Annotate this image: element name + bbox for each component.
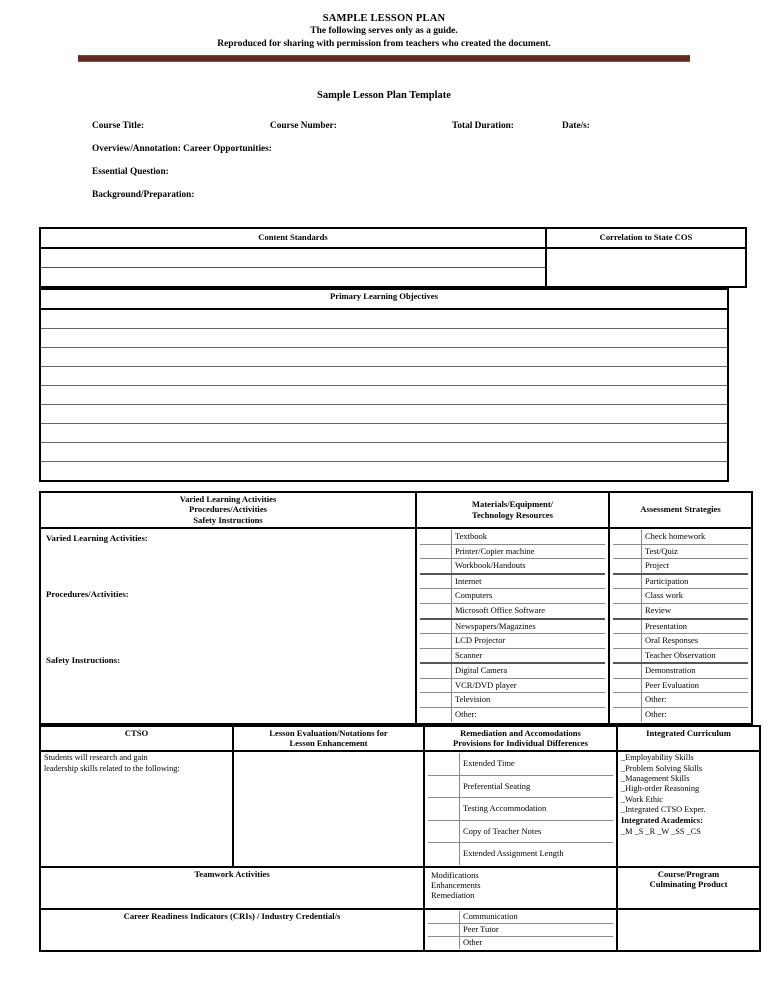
background-preparation-label: Background/Preparation:	[92, 189, 195, 200]
remediation-list-cell	[424, 751, 617, 867]
materials-label: Internet	[452, 574, 606, 589]
objective-entry[interactable]	[40, 385, 728, 404]
ctso-header: CTSO	[40, 726, 233, 751]
communication-checkbox[interactable]	[428, 911, 460, 924]
communication-checkbox[interactable]	[428, 936, 460, 949]
culminating-product-line1: Course/Program	[657, 868, 720, 879]
modifications-list-cell	[424, 867, 617, 909]
materials-label: Microsoft Office Software	[452, 603, 606, 618]
list-item[interactable]	[613, 634, 748, 649]
header-subtitle-1: The following serves only as a guide.	[310, 26, 458, 37]
materials-checkbox[interactable]	[420, 634, 452, 649]
materials-label: Television	[452, 693, 606, 708]
assessment-checkbox[interactable]	[613, 648, 642, 663]
lesson-evaluation-body[interactable]	[233, 751, 424, 867]
list-item[interactable]	[613, 678, 748, 693]
assessment-label: Demonstration	[642, 663, 749, 678]
communication-checkbox[interactable]	[428, 923, 460, 936]
table-body-row	[40, 909, 760, 951]
varied-activities-header-line2: Procedures/Activities	[189, 504, 267, 515]
lesson-evaluation-header-line1: Lesson Evaluation/Notations for	[269, 727, 388, 738]
list-item[interactable]	[420, 634, 605, 649]
primary-learning-objectives-table	[39, 288, 729, 482]
materials-header-line2: Technology Resources	[472, 509, 553, 520]
materials-label: Other:	[455, 709, 477, 720]
list-item[interactable]	[420, 663, 605, 678]
materials-label: Workbook/Handouts	[452, 559, 606, 574]
activities-writing-pane[interactable]	[40, 528, 416, 724]
list-item[interactable]	[420, 530, 605, 544]
list-item[interactable]	[613, 603, 748, 618]
list-item[interactable]	[428, 775, 613, 798]
table-header-row	[40, 228, 746, 248]
materials-label: Newspapers/Magazines	[452, 619, 606, 634]
integrated-curriculum-body[interactable]	[617, 751, 760, 867]
content-standards-entry-1[interactable]	[40, 248, 546, 268]
integrated-item[interactable]: _Work Ethic	[621, 794, 663, 804]
list-item[interactable]	[613, 619, 748, 634]
course-number-label: Course Number:	[270, 120, 337, 131]
assessment-checklist-cell	[609, 528, 752, 724]
table-row	[40, 347, 728, 366]
form-fields	[0, 121, 768, 213]
materials-checkbox[interactable]	[420, 648, 452, 663]
remediation-list	[428, 753, 613, 865]
communication-label: Peer Tutor	[460, 923, 614, 936]
assessment-checkbox[interactable]	[613, 589, 642, 604]
remediation-label: Extended Time	[460, 753, 614, 775]
materials-label: Textbook	[452, 530, 606, 544]
materials-checklist-cell	[416, 528, 609, 724]
list-item[interactable]	[613, 544, 748, 559]
table-header-row	[40, 726, 760, 751]
document-header	[0, 0, 768, 50]
communication-list	[428, 911, 613, 949]
materials-checkbox[interactable]	[420, 574, 452, 589]
assessment-checklist	[613, 530, 748, 722]
assessment-label: Other:	[645, 709, 667, 720]
activities-materials-assessment-table	[39, 491, 753, 725]
table-row	[40, 404, 728, 423]
assessment-checkbox[interactable]	[613, 574, 642, 589]
materials-checkbox[interactable]	[420, 530, 452, 544]
list-item[interactable]	[428, 936, 613, 949]
list-item[interactable]	[428, 753, 613, 775]
list-item[interactable]	[420, 693, 605, 708]
list-item[interactable]	[428, 798, 613, 821]
form-row-overview	[92, 144, 768, 167]
integrated-academics-label: Integrated Academics:	[621, 815, 703, 826]
remediation-checkbox[interactable]	[428, 775, 460, 798]
varied-learning-activities-label: Varied Learning Activities:	[46, 532, 148, 543]
table-row	[40, 366, 728, 385]
assessment-label: Class work	[642, 589, 749, 604]
table-body-row	[40, 751, 760, 867]
modifications-list	[428, 869, 613, 902]
header-title: SAMPLE LESSON PLAN	[322, 13, 446, 24]
modification-item[interactable]: Remediation	[431, 890, 475, 901]
lesson-evaluation-header	[233, 726, 424, 751]
modification-item[interactable]: Modifications	[431, 869, 479, 880]
materials-checkbox[interactable]	[420, 603, 452, 618]
varied-activities-header	[40, 492, 416, 528]
list-item[interactable]	[420, 544, 605, 559]
list-item[interactable]	[420, 708, 605, 722]
assessment-checkbox[interactable]	[613, 693, 642, 708]
assessment-label: Test/Quiz	[642, 544, 749, 559]
objective-entry[interactable]	[40, 328, 728, 347]
materials-label: VCR/DVD player	[452, 678, 606, 693]
form-row-background	[92, 190, 768, 213]
remediation-checkbox[interactable]	[428, 820, 460, 843]
table-row	[40, 385, 728, 404]
list-item[interactable]	[613, 574, 748, 589]
career-readiness-cell[interactable]	[40, 909, 424, 951]
career-readiness-header: Career Readiness Indicators (CRIs) / Industry Credential/s	[123, 910, 341, 921]
list-item[interactable]	[420, 619, 605, 634]
safety-instructions-label: Safety Instructions:	[46, 654, 121, 665]
materials-checkbox[interactable]	[420, 663, 452, 678]
table-row	[40, 309, 728, 329]
assessment-label: Review	[642, 603, 749, 618]
list-item[interactable]	[420, 678, 605, 693]
header-subtitle-2: Reproduced for sharing with permission from teachers who created the document.	[217, 38, 551, 49]
course-title-label: Course Title:	[92, 120, 145, 131]
list-item[interactable]	[420, 603, 605, 618]
essential-question-label: Essential Question:	[92, 166, 169, 177]
objective-entry[interactable]	[40, 442, 728, 461]
total-duration-label: Total Duration:	[452, 120, 514, 131]
integrated-item[interactable]: _Problem Solving Skills	[621, 763, 703, 773]
content-standards-header: Content Standards	[40, 228, 546, 248]
remediation-checkbox[interactable]	[428, 753, 460, 775]
assessment-checkbox[interactable]	[613, 708, 642, 722]
assessment-label: Presentation	[642, 619, 749, 634]
table-header-row	[40, 289, 728, 309]
materials-checkbox[interactable]	[420, 544, 452, 559]
objective-entry[interactable]	[40, 423, 728, 442]
teamwork-activities-cell[interactable]	[40, 867, 424, 909]
list-item[interactable]	[613, 663, 748, 678]
assessment-label: Peer Evaluation	[642, 678, 749, 693]
list-item[interactable]	[613, 708, 748, 722]
objective-entry[interactable]	[40, 404, 728, 423]
table-row	[40, 461, 728, 481]
materials-checkbox[interactable]	[420, 559, 452, 574]
assessment-checkbox[interactable]	[613, 619, 642, 634]
modification-item[interactable]: Enhancements	[431, 880, 481, 890]
materials-header-line1: Materials/Equipment/	[471, 499, 554, 510]
list-item[interactable]	[613, 648, 748, 663]
materials-label: Scanner	[452, 648, 606, 663]
list-item[interactable]	[613, 530, 748, 544]
assessment-checkbox[interactable]	[613, 544, 642, 559]
assessment-checkbox[interactable]	[613, 530, 642, 544]
culminating-product-header	[617, 867, 760, 909]
assessment-checkbox[interactable]	[613, 634, 642, 649]
table-header-row	[40, 492, 752, 528]
table-row	[40, 328, 728, 347]
remediation-checkbox[interactable]	[428, 798, 460, 821]
list-item[interactable]	[428, 923, 613, 936]
materials-label: Printer/Copier machine	[452, 544, 606, 559]
procedures-activities-label: Procedures/Activities:	[46, 588, 129, 599]
remediation-label: Preferential Seating	[460, 775, 614, 798]
remediation-label: Extended Assignment Length	[463, 848, 564, 859]
assessment-label: Project	[642, 559, 749, 574]
correlation-entry-1[interactable]	[546, 248, 746, 287]
remediation-label: Testing Accommodation	[460, 798, 614, 821]
primary-learning-objectives-header: Primary Learning Objectives	[40, 289, 728, 309]
form-row-course-info	[92, 121, 768, 144]
assessment-checkbox[interactable]	[613, 678, 642, 693]
lesson-evaluation-header-line2: Lesson Enhancement	[289, 738, 368, 749]
varied-activities-header-line3: Safety Instructions	[193, 515, 263, 526]
objective-entry[interactable]	[40, 461, 728, 481]
materials-checkbox[interactable]	[420, 693, 452, 708]
correlation-header: Correlation to State COS	[546, 228, 746, 248]
header-divider-rule	[78, 55, 690, 62]
page-title: Sample Lesson Plan Template	[317, 89, 451, 101]
integrated-item[interactable]: _High-order Reasoning	[621, 784, 700, 794]
list-item[interactable]	[428, 820, 613, 843]
objective-entry[interactable]	[40, 347, 728, 366]
remediation-header-line2: Provisions for Individual Differences	[453, 738, 588, 749]
assessment-label: Oral Responses	[642, 634, 749, 649]
communication-label: Other	[463, 936, 483, 947]
list-item[interactable]	[613, 693, 748, 708]
assessment-label: Other:	[642, 693, 749, 708]
list-item[interactable]	[613, 559, 748, 574]
remediation-checkbox[interactable]	[428, 843, 460, 865]
assessment-checkbox[interactable]	[613, 663, 642, 678]
culminating-product-body[interactable]	[617, 909, 760, 951]
assessment-checkbox[interactable]	[613, 603, 642, 618]
communication-label: Communication	[460, 911, 614, 924]
ctso-text-line2: leadership skills related to the following:	[44, 763, 180, 773]
remediation-label: Copy of Teacher Notes	[460, 820, 614, 843]
integrated-item[interactable]: _Management Skills	[621, 773, 690, 783]
teamwork-activities-header: Teamwork Activities	[194, 868, 270, 879]
list-item[interactable]	[428, 911, 613, 924]
objective-entry[interactable]	[40, 309, 728, 329]
materials-checkbox[interactable]	[420, 708, 452, 722]
ctso-body[interactable]	[40, 751, 233, 867]
integrated-item[interactable]: _Employability Skills	[621, 753, 694, 763]
culminating-product-line2: Culminating Product	[649, 879, 728, 890]
integrated-item[interactable]: _Integrated CTSO Exper.	[621, 804, 706, 814]
lower-section-table	[39, 725, 761, 952]
list-item[interactable]	[428, 843, 613, 865]
table-row	[40, 248, 746, 268]
remediation-header	[424, 726, 617, 751]
list-item[interactable]	[420, 589, 605, 604]
table-body-row	[40, 528, 752, 724]
integrated-curriculum-header: Integrated Curriculum	[617, 726, 760, 751]
list-item[interactable]	[420, 574, 605, 589]
objective-entry[interactable]	[40, 366, 728, 385]
materials-checklist	[420, 530, 605, 722]
assessment-label: Check homework	[642, 530, 749, 544]
content-standards-table	[39, 227, 747, 288]
list-item[interactable]	[420, 648, 605, 663]
materials-checkbox[interactable]	[420, 589, 452, 604]
materials-label: Computers	[452, 589, 606, 604]
overview-annotation-label: Overview/Annotation: Career Opportunities:	[92, 143, 272, 154]
varied-activities-header-line1: Varied Learning Activities	[179, 493, 277, 504]
materials-label: Digital Camera	[452, 663, 606, 678]
table-body-row	[40, 867, 760, 909]
table-row	[40, 442, 728, 461]
list-item[interactable]	[613, 589, 748, 604]
assessment-header: Assessment Strategies	[609, 492, 752, 528]
content-standards-entry-2[interactable]	[40, 267, 546, 287]
materials-checkbox[interactable]	[420, 678, 452, 693]
materials-checkbox[interactable]	[420, 619, 452, 634]
assessment-checkbox[interactable]	[613, 559, 642, 574]
dates-label: Date/s:	[562, 120, 590, 131]
materials-header	[416, 492, 609, 528]
form-row-essential-question	[92, 167, 768, 190]
remediation-header-line1: Remediation and Accomodations	[460, 727, 581, 738]
materials-label: LCD Projector	[452, 634, 606, 649]
integrated-academics-codes[interactable]: _M _S _R _W _SS _CS	[621, 826, 701, 836]
communication-list-cell	[424, 909, 617, 951]
ctso-text-line1: Students will research and gain	[44, 753, 148, 763]
assessment-label: Participation	[642, 574, 749, 589]
table-row	[40, 423, 728, 442]
tables-container	[39, 227, 729, 952]
list-item[interactable]	[420, 559, 605, 574]
assessment-label: Teacher Observation	[642, 648, 749, 663]
